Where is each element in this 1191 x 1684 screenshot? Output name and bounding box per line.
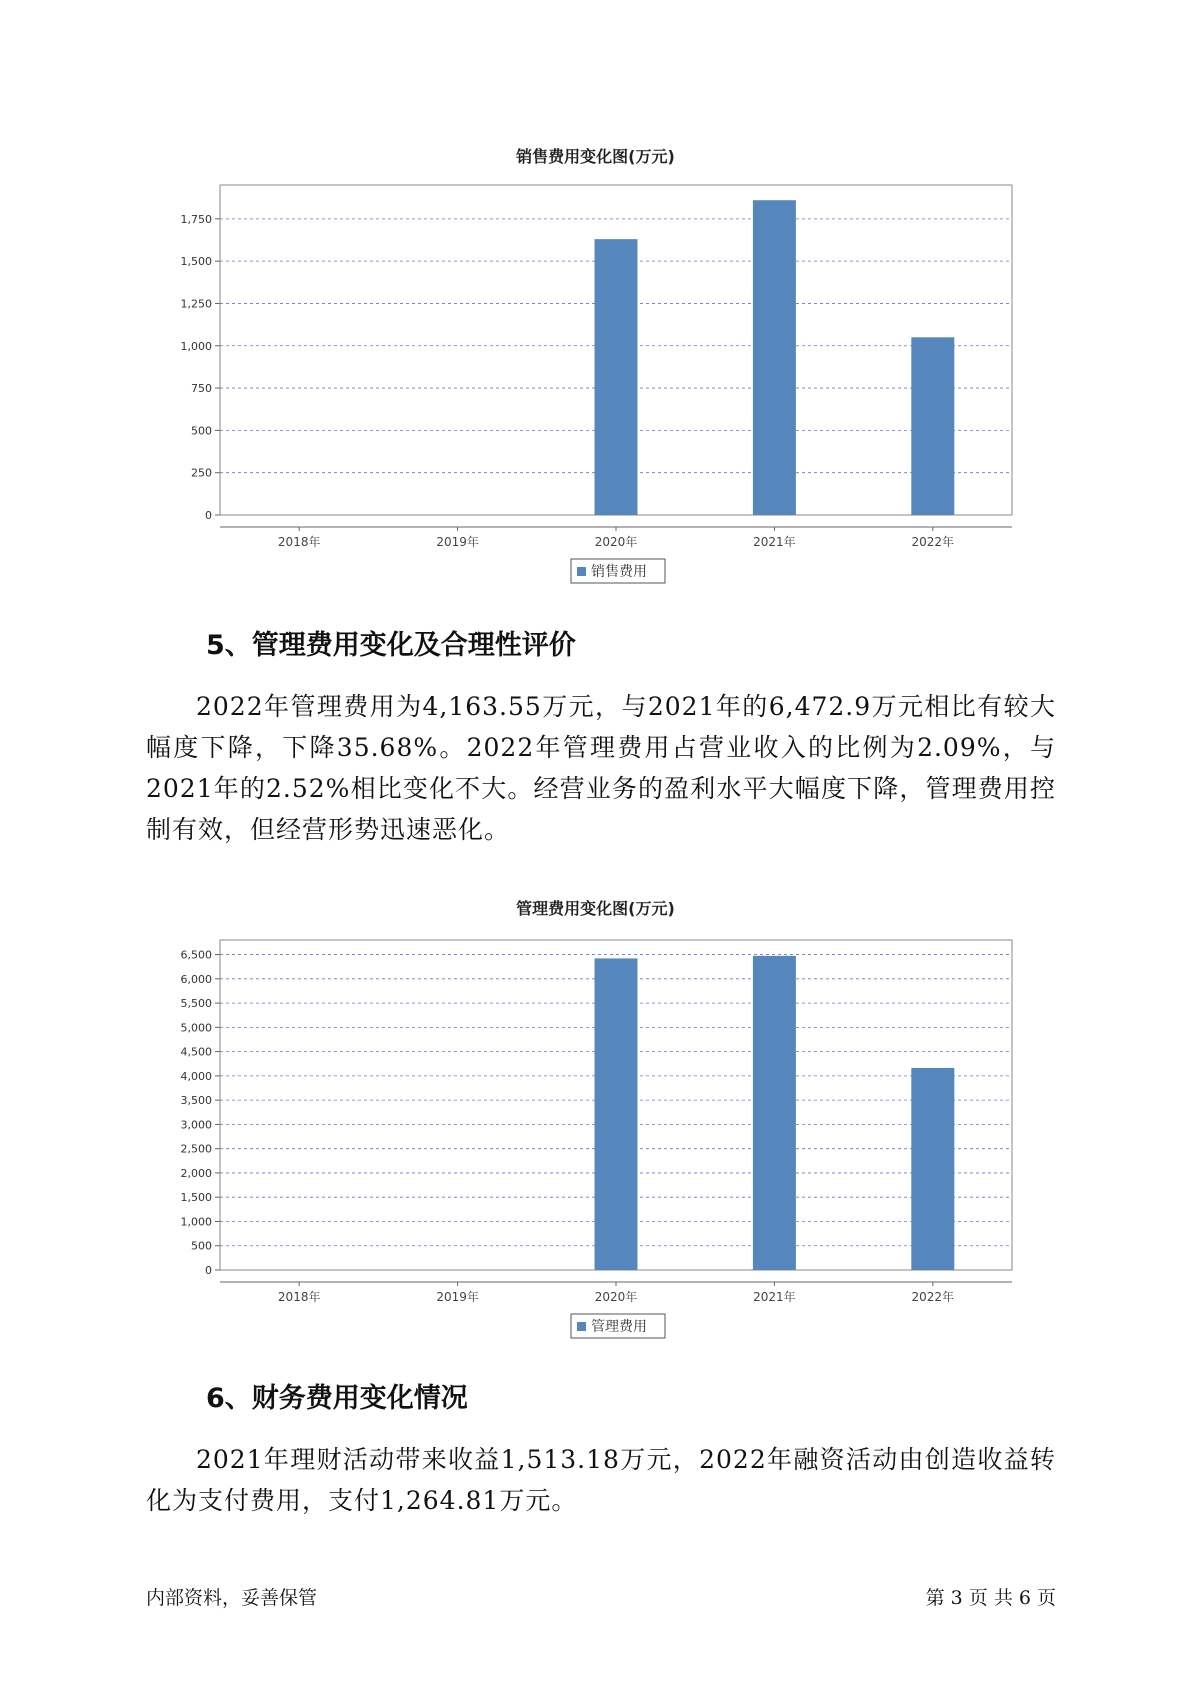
y-tick-label: 750 bbox=[191, 382, 212, 396]
bar-2021年 bbox=[753, 956, 796, 1270]
x-tick-label: 2022年 bbox=[911, 535, 955, 549]
sales-expense-chart-title: 销售费用变化图(万元) bbox=[516, 147, 675, 166]
legend-label: 管理费用 bbox=[591, 1319, 647, 1335]
y-tick-label: 1,500 bbox=[180, 255, 212, 269]
x-tick-label: 2021年 bbox=[753, 1290, 796, 1304]
footer-confidential-note: 内部资料，妥善保管 bbox=[146, 1587, 318, 1609]
section-6-paragraph bbox=[146, 1439, 1056, 1521]
x-tick-label: 2021年 bbox=[753, 535, 796, 549]
x-tick-label: 2018年 bbox=[277, 535, 321, 549]
y-tick-label: 1,750 bbox=[180, 212, 212, 226]
bar-2020年 bbox=[595, 958, 638, 1270]
section-5-paragraph-text: 2022年管理费用为4,163.55万元，与2021年的6,472.9万元相比有较大幅度下降，下降35.68%。2022年管理费用占营业收入的比例为2.09%，与2021年的2.52%相比变化不大。经营业务的盈利水平大幅度下降，管理费用控制有效，但经营形势迅速恶化。 bbox=[146, 692, 1056, 844]
x-tick-label: 2019年 bbox=[436, 1290, 479, 1304]
footer-page-number: 第 3 页 共 6 页 bbox=[925, 1587, 1056, 1609]
y-tick-label: 0 bbox=[205, 509, 212, 522]
y-tick-label: 6,000 bbox=[180, 972, 212, 986]
x-tick-label: 2022年 bbox=[911, 1290, 955, 1304]
y-tick-label: 4,500 bbox=[180, 1045, 212, 1059]
y-tick-label: 0 bbox=[205, 1264, 212, 1277]
section-5-heading: 5、管理费用变化及合理性评价 bbox=[206, 630, 576, 661]
y-tick-label: 6,500 bbox=[180, 948, 212, 962]
x-tick-label: 2019年 bbox=[436, 535, 479, 549]
y-tick-label: 1,250 bbox=[180, 297, 212, 311]
bar-2021年 bbox=[753, 200, 796, 515]
y-tick-label: 500 bbox=[191, 1239, 212, 1253]
bar-2022年 bbox=[911, 337, 954, 515]
y-tick-label: 5,000 bbox=[180, 1021, 212, 1035]
y-tick-label: 250 bbox=[191, 466, 212, 480]
bar-2020年 bbox=[595, 239, 638, 515]
section-5-paragraph bbox=[146, 686, 1056, 850]
y-tick-label: 2,000 bbox=[180, 1166, 212, 1180]
sales-expense-chart bbox=[0, 170, 1191, 590]
y-tick-label: 1,000 bbox=[180, 1215, 212, 1229]
y-tick-label: 5,500 bbox=[180, 997, 212, 1011]
x-tick-label: 2020年 bbox=[594, 535, 638, 549]
legend-swatch bbox=[577, 567, 586, 576]
legend-swatch bbox=[577, 1322, 586, 1331]
y-tick-label: 2,500 bbox=[180, 1142, 212, 1156]
y-tick-label: 1,000 bbox=[180, 339, 212, 353]
bar-2022年 bbox=[911, 1068, 954, 1270]
y-tick-label: 3,000 bbox=[180, 1118, 212, 1132]
admin-expense-chart-title: 管理费用变化图(万元) bbox=[516, 899, 675, 918]
x-tick-label: 2018年 bbox=[277, 1290, 321, 1304]
y-tick-label: 3,500 bbox=[180, 1094, 212, 1108]
section-6-heading: 6、财务费用变化情况 bbox=[206, 1383, 468, 1414]
x-tick-label: 2020年 bbox=[594, 1290, 638, 1304]
legend-label: 销售费用 bbox=[591, 564, 647, 580]
y-tick-label: 4,000 bbox=[180, 1069, 212, 1083]
y-tick-label: 1,500 bbox=[180, 1191, 212, 1205]
admin-expense-chart bbox=[0, 925, 1191, 1345]
section-6-paragraph-text: 2021年理财活动带来收益1,513.18万元，2022年融资活动由创造收益转化为支付费用，支付1,264.81万元。 bbox=[146, 1445, 1056, 1515]
y-tick-label: 500 bbox=[191, 424, 212, 438]
